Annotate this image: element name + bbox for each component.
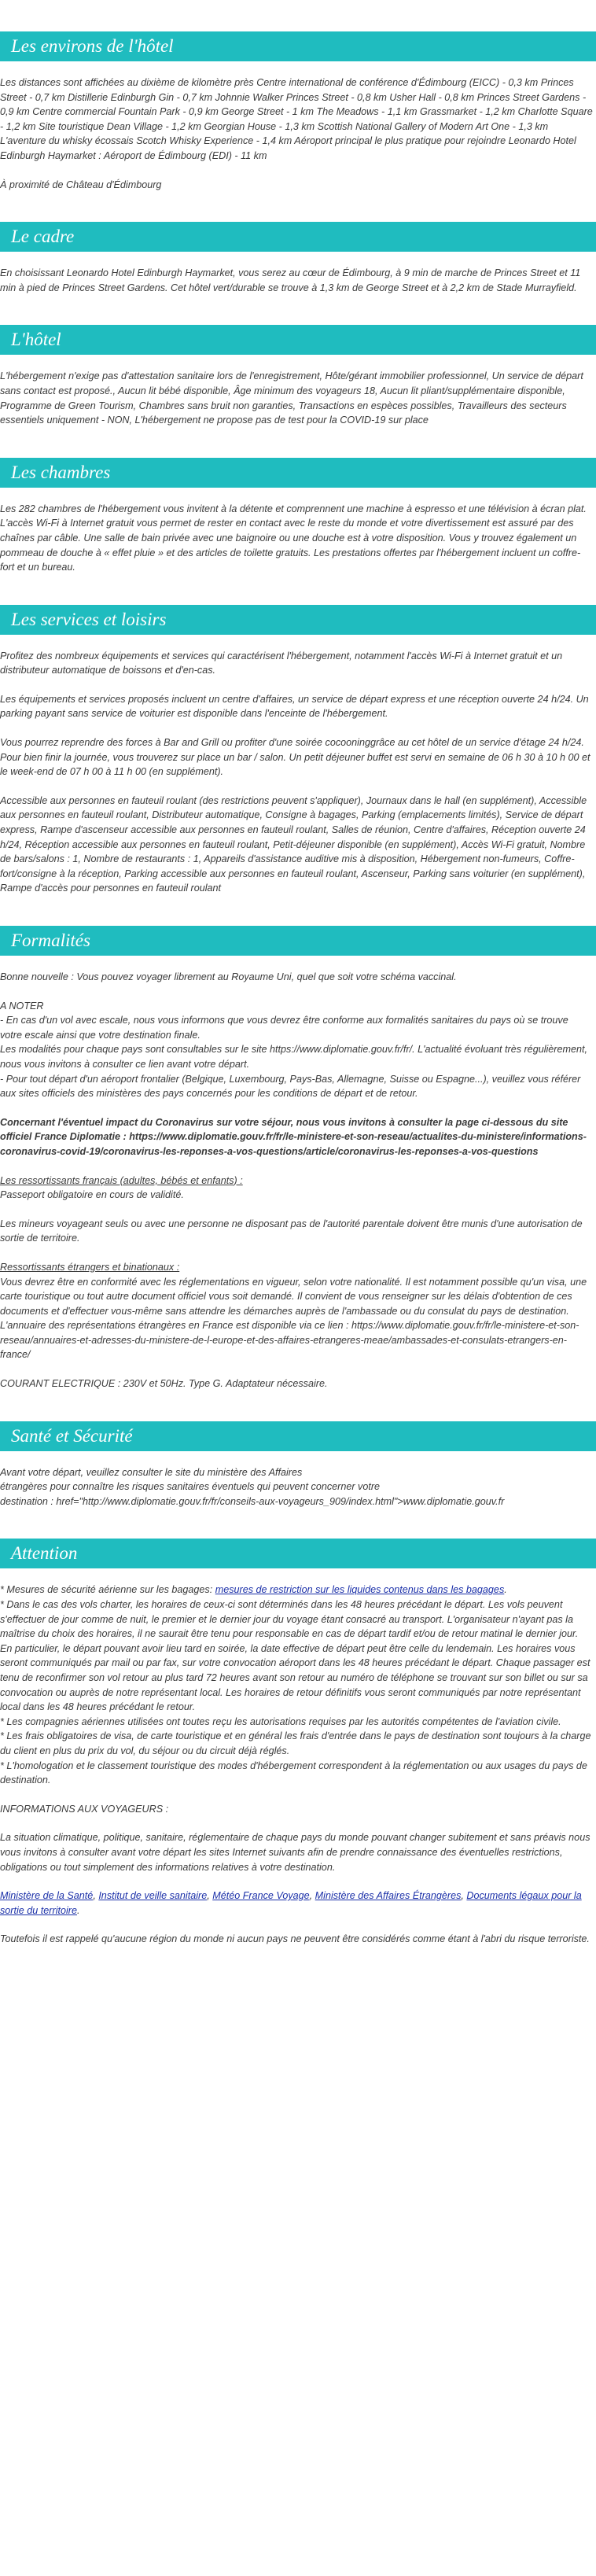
traveller-info-title: INFORMATIONS AUX VOYAGEURS : — [0, 1803, 169, 1815]
punctuation: . — [504, 1584, 507, 1596]
section-title: Formalités — [0, 926, 596, 956]
french-nationals-title: Les ressortissants français (adultes, bébés et enfants) : — [0, 1174, 243, 1186]
section-title: Les environs de l'hôtel — [0, 31, 596, 61]
sante-line-3: destination : href="http://www.diplomatie.gouv.fr/fr/conseils-aux-voyageurs_909/index.html">www.diplomatie.gouv.fr — [0, 1495, 505, 1507]
proximity-text: À proximité de Château d'Édimbourg — [0, 179, 162, 190]
liquid-restrictions-link[interactable]: mesures de restriction sur les liquides contenus dans les bagages — [215, 1584, 505, 1596]
section-body — [0, 369, 593, 427]
section-services — [0, 605, 596, 896]
separator: , — [309, 1890, 315, 1902]
traveller-info-text: La situation climatique, politique, sanitaire, réglementaire de chaque pays du monde pouvant changer subitement et sans préavis nous vous invitons à consulter avant votre départ les sites Internet suivants afin de prendre connaissance des éventuelles restrictions, obligations ou tout simplement des informations relatives à votre destination. — [0, 1832, 590, 1873]
accommodation-rating-text: * L'homologation et le classement touristique des modes d'hébergement correspondent à la réglementation ou aux usages du pays de destination. — [0, 1760, 587, 1786]
attention-list — [0, 1583, 593, 1787]
electric-text: COURANT ELECTRIQUE : 230V et 50Hz. Type G. Adaptateur nécessaire. — [0, 1378, 328, 1390]
terrorism-notice: Toutefois il est rappelé qu'aucune région du monde ni aucun pays ne peuvent être considérés comme étant à l'abri du risque terroriste. — [0, 1933, 590, 1945]
services-text-3: Vous pourrez reprendre des forces à Bar and Grill ou profiter d'une soirée cocooninggrâce au cet hôtel de un service d'étage 24 h/24. Pour bien finir la journée, vous trouverez sur place un bar / salon. Un petit déjeuner buffet est servi en semaine de 06 h 30 à 10 h 00 et le week-end de 07 h 00 à 11 h 00 (en supplément). — [0, 737, 590, 778]
section-body — [0, 1465, 593, 1509]
distances-text: Les distances sont affichées au dixième de kilomètre près Centre international de conférence d'Édimbourg (EICC) - 0,3 km Princes Street - 0,7 km Distillerie Edinburgh Gin - 0,7 km Johnnie Walker Princes Street - 0,8 km Usher Hall - 0,8 km Princes Street Gardens - 0,9 km Centre commercial Fountain Park - 0,9 km George Street - 1 km The Meadows - 1,1 km Grassmarket - 1,2 km Charlotte Square - 1,2 km Site touristique Dean Village - 1,2 km Georgian House - 1,3 km Scottish National Gallery of Modern Art One - 1,3 km L'aventure du whisky écossais Scotch Whisky Experience - 1,4 km Aéroport principal le plus pratique pour rejoindre Leonardo Hotel Edinburgh Haymarket : Aéroport de Édimbourg (EDI) - 11 km — [0, 77, 593, 161]
note-line-2: Les modalités pour chaque pays sont consultables sur le site https://www.diplomatie.gouv.fr/fr/. L'actualité évoluant très régulièrement, nous vous invitons à consulter ce lien avant votre départ. — [0, 1044, 587, 1070]
section-title: L'hôtel — [0, 325, 596, 355]
section-body — [0, 266, 593, 295]
cadre-text: En choisissant Leonardo Hotel Edinburgh Haymarket, vous serez au cœur de Édimbourg, à 9 min de marche de Princes Street et 11 min à pied de Princes Street Gardens. Cet hôtel vert/durable se trouve à 1,3 km de George Street et à 2,2 km de Stade Murrayfield. — [0, 267, 581, 293]
section-environs — [0, 31, 596, 192]
health-ministry-link[interactable]: Ministère de la Santé — [0, 1890, 94, 1902]
covid-notice — [0, 1115, 593, 1159]
airlines-text: * Les compagnies aériennes utilisées ont toutes reçu les autorisations requises par les autorités compétentes de l'aviation civile. — [0, 1715, 561, 1727]
formalites-intro: Bonne nouvelle : Vous pouvez voyager librement au Royaume Uni, quel que soit votre schéma vaccinal. — [0, 971, 457, 982]
note-line-3: - Pour tout départ d'un aéroport frontalier (Belgique, Luxembourg, Pays-Bas, Allemagne, Suisse ou Espagne...), veuillez vous référer aux sites officiels des ministères des pays concernés pour les conditions de départ et de retour. — [0, 1073, 581, 1100]
sante-line-1: Avant votre départ, veuillez consulter le site du ministère des Affaires — [0, 1466, 303, 1478]
foreign-nationals-block — [0, 1260, 593, 1362]
sante-line-2: étrangères pour connaître les risques sanitaires éventuels qui peuvent concerner votre — [0, 1481, 381, 1493]
services-text-1: Profitez des nombreux équipements et services qui caractérisent l'hébergement, notamment l'accès Wi-Fi à Internet gratuit et un distributeur automatique de boissons et d'en-cas. — [0, 650, 563, 676]
baggage-measures-prefix: * Mesures de sécurité aérienne sur les bagages: — [0, 1584, 215, 1596]
sante-block — [0, 1465, 593, 1509]
embassy-list-text: L'annuaire des représentations étrangères en France est disponible via ce lien : https://www.diplomatie.gouv.fr/fr/le-ministere-et-son-reseau/annuaires-et-adresses-du-ministere-de-l-europe-et-des-affaires-etrangeres-meae/ambassades-et-consulats-etrangers-en-france/ — [0, 1320, 579, 1361]
section-body — [0, 970, 593, 1391]
official-links — [0, 1889, 593, 1918]
note-line-1: - En cas d'un vol avec escale, nous vous informons que vous devrez être conforme aux formalités sanitaires du pays où se trouve votre escale ainsi que votre destination finale. — [0, 1015, 568, 1041]
note-block — [0, 999, 593, 1101]
covid-notice-text: Concernant l'éventuel impact du Coronavirus sur votre séjour, nous vous invitons à consulter la page ci-dessous du site officiel France Diplomatie : https://www.diplomatie.gouv.fr/fr/le-ministere-et-son-reseau/actualites-du-ministere/informations-coronavirus-covid-19/coronavirus-les-reponses-a-vos-questions/article/coronavirus-les-reponses-a-vos-questions — [0, 1116, 587, 1157]
services-text-2: Les équipements et services proposés incluent un centre d'affaires, un service de départ express et une réception ouverte 24 h/24. Un parking payant sans service de voiturier est disponible dans l'enceinte de l'hébergement. — [0, 693, 589, 720]
french-nationals-text: Passeport obligatoire en cours de validité. — [0, 1189, 184, 1201]
section-cadre — [0, 222, 596, 295]
charter-flights-text: * Dans le cas des vols charter, les horaires de ceux-ci sont déterminés dans les 48 heures précédant le départ. Les vols peuvent s'effectuer de jour comme de nuit, le premier et le dernier jour du voyage étant consacré au transport. L'organisateur n'ayant pas la maîtrise du choix des horaires, il ne saurait être tenu pour responsable en cas de départ tardif et/ou de retour matinal le dernier jour. En particulier, le départ pouvant avoir lieu tard en soirée, la date effective de départ peut être celle du lendemain. Les horaires vous seront communiqués par mail ou par fax, sur votre convocation aéroport dans les 48 heures précédant le départ. Chaque passager est tenu de reconfirmer son vol retour au plus tard 72 heures avant son retour au numéro de téléphone se trouvant sur son billet ou sur sa convocation ou auprès de notre représentant local. Les horaires de retour définitifs vous seront communiqués par notre représentant local dans les 48 heures précédant le retour. — [0, 1599, 590, 1713]
foreign-affairs-link[interactable]: Ministère des Affaires Étrangères — [315, 1890, 462, 1902]
separator: , — [93, 1890, 99, 1902]
section-title: Le cadre — [0, 222, 596, 252]
section-title: Santé et Sécurité — [0, 1421, 596, 1451]
visa-fees-text: * Les frais obligatoires de visa, de carte touristique et en général les frais d'entrée dans le pays de destination sont toujours à la charge du client en plus du prix du vol, du séjour ou du circuit déjà réglés. — [0, 1730, 591, 1756]
section-body — [0, 76, 593, 192]
section-body — [0, 1583, 593, 1946]
section-formalites — [0, 926, 596, 1391]
health-watch-link[interactable]: Institut de veille sanitaire — [98, 1890, 208, 1902]
section-sante — [0, 1421, 596, 1509]
foreign-nationals-title: Ressortissants étrangers et binationaux : — [0, 1261, 180, 1273]
foreign-nationals-text: Vous devrez être en conformité avec les réglementations en vigueur, selon votre nationalité. Il est notamment possible qu'un visa, une carte touristique ou tout autre document officiel vous soit demandé. Il convient de vous renseigner sur les délais d'obtention de ces documents et d'effectuer vous-même sans attendre les démarches auprès de l'ambassade ou du consulat du pays de destination. — [0, 1276, 587, 1317]
legal-documents-link[interactable]: Documents légaux pour la sortie du territoire — [0, 1890, 582, 1916]
separator: , — [207, 1890, 213, 1902]
section-body — [0, 502, 593, 575]
services-text-4: Accessible aux personnes en fauteuil roulant (des restrictions peuvent s'appliquer), Journaux dans le hall (en supplément), Accessible aux personnes en fauteuil roulant, Distributeur automatique, Consigne à bagages, Parking (emplacements limités), Service de départ express, Rampe d'ascenseur accessible aux personnes en fauteuil roulant, Salles de réunion, Centre d'affaires, Réception ouverte 24 h/24, Réception accessible aux personnes en fauteuil roulant, Petit-déjeuner disponible (en supplément), Accès Wi-Fi gratuit, Nombre de bars/salons : 1, Nombre de restaurants : 1, Appareils d'assistance auditive mis à disposition, Hébergement non-fumeurs, Coffre-fort/consigne à la réception, Parking accessible aux personnes en fauteuil roulant, Ascenseur, Parking sans voiturier (en supplément), Rampe d'accès pour personnes en fauteuil roulant — [0, 794, 587, 894]
chambres-text: Les 282 chambres de l'hébergement vous invitent à la détente et comprennent une machine à espresso et une télévision à écran plat. L'accès Wi-Fi à Internet gratuit vous permet de rester en contact avec le reste du monde et votre divertissement est assuré par des chaînes par câble. Une salle de bain privée avec une baignoire ou une douche est à votre disposition. Vous y trouvez également un pommeau de douche à « effet pluie » et des articles de toilette gratuits. Les prestations offertes par l'hébergement incluent un coffre-fort et un bureau. — [0, 503, 587, 573]
punctuation: . — [77, 1904, 80, 1916]
section-body — [0, 649, 593, 896]
hotel-text: L'hébergement n'exige pas d'attestation sanitaire lors de l'enregistrement, Hôte/gérant immobilier professionnel, Un service de départ sans contact est proposé., Aucun lit bébé disponible, Âge minimum des voyageurs 18, Aucun lit pliant/supplémentaire disponible, Programme de Green Tourism, Chambres sans bruit non garanties, Transactions en espèces possibles, Travailleurs des secteurs essentiels uniquement - NON, L'hébergement ne propose pas de test pour la COVID-19 sur place — [0, 370, 583, 426]
note-title: A NOTER — [0, 1000, 44, 1012]
section-chambres — [0, 458, 596, 575]
section-hotel — [0, 325, 596, 427]
section-title: Attention — [0, 1539, 596, 1568]
meteo-link[interactable]: Météo France Voyage — [212, 1890, 310, 1902]
section-title: Les services et loisirs — [0, 605, 596, 635]
section-attention — [0, 1539, 596, 1946]
minors-text: Les mineurs voyageant seuls ou avec une personne ne disposant pas de l'autorité parentale doivent être munis d'une autorisation de sortie de territoire. — [0, 1218, 583, 1244]
section-title: Les chambres — [0, 458, 596, 488]
french-nationals-block — [0, 1174, 593, 1203]
separator: , — [461, 1890, 467, 1902]
